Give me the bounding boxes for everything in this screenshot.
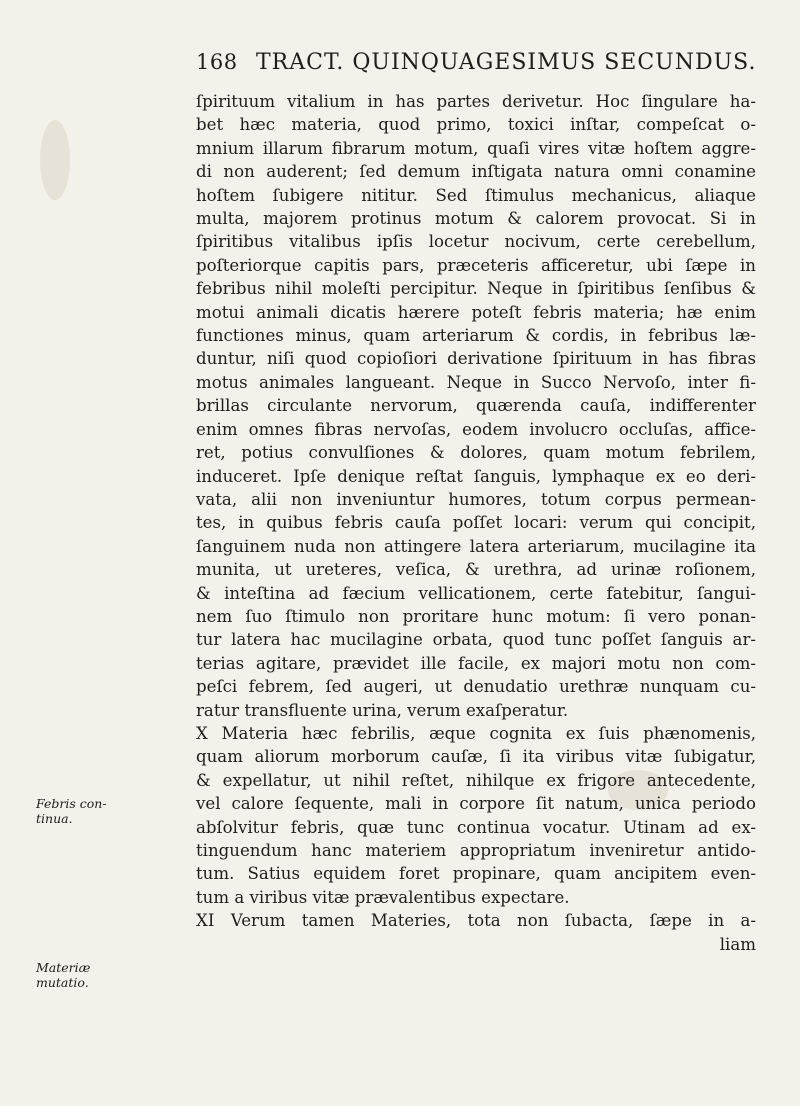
- text-line: ſpiritibus vitalibus ipſis locetur nocivum, certe cerebellum,: [196, 232, 756, 252]
- text-line: induceret. Ipſe denique reſtat ſanguis, lymphaque ex eo deri-: [196, 466, 756, 486]
- text-line: multa, majorem protinus motum & calorem provocat. Si in: [196, 209, 756, 229]
- text-line: motui animali dicatis hærere poteſt febris materia; hæ enim: [196, 302, 756, 322]
- running-head: TRACT. QUINQUAGESIMUS SECUNDUS.: [256, 50, 757, 75]
- text-line: vata, alii non inveniuntur humores, totum corpus permean-: [196, 489, 756, 509]
- margin-note-febris-continua: [36, 796, 107, 826]
- text-line: XI Verum tamen Materies, tota non ſubacta, ſæpe in a-: [196, 911, 756, 931]
- text-line: ratur transfluente urina, verum exaſperatur.: [196, 700, 569, 720]
- text-line: mnium illarum fibrarum motum, quaſi vires vitæ hoſtem aggre-: [196, 138, 756, 158]
- text-line: & expellatur, ut nihil reſtet, nihilque ex frigore antecedente,: [196, 770, 756, 790]
- text-line: ſanguinem nuda non attingere latera arteriarum, mucilagine ita: [196, 536, 756, 556]
- text-line: di non auderent; ſed demum inſtigata natura omni conamine: [196, 162, 756, 182]
- text-line: hoſtem ſubigere nititur. Sed ſtimulus mechanicus, aliaque: [196, 185, 756, 205]
- text-line: terias agitare, prævidet ille facile, ex majori motu non com-: [196, 653, 756, 673]
- text-line: peſci febrem, ſed augeri, ut denudatio urethræ nunquam cu-: [196, 677, 756, 697]
- text-line: quam aliorum morborum cauſæ, ſi ita viribus vitæ ſubigatur,: [196, 747, 756, 767]
- text-line: & inteſtina ad fæcium vellicationem, certe fatebitur, ſangui-: [196, 583, 756, 603]
- page-header: [0, 50, 800, 84]
- text-line: munita, ut ureteres, veſica, & urethra, ad urinæ roſionem,: [196, 560, 756, 580]
- text-line: febribus nihil moleſti percipitur. Neque in ſpiritibus ſenſibus &: [196, 279, 756, 299]
- text-line: nem ſuo ſtimulo non proritare hunc motum: ſi vero ponan-: [196, 606, 756, 626]
- text-line: tum. Satius equidem foret propinare, quam ancipitem even-: [196, 864, 756, 884]
- text-line: brillas circulante nervorum, quærenda cauſa, indifferenter: [196, 396, 756, 416]
- page-number: 168: [196, 50, 238, 74]
- text-line: tes, in quibus febris cauſa poſſet locari: verum qui concipit,: [196, 513, 756, 533]
- margin-note-line: Febris con-: [36, 796, 107, 811]
- text-line: ſpirituum vitalium in has partes derivetur. Hoc ſingulare ha-: [196, 92, 756, 111]
- margin-note-line: Materiæ: [36, 960, 91, 975]
- text-line: functiones minus, quam arteriarum & cordis, in febribus læ-: [196, 326, 756, 346]
- margin-note-line: mutatio.: [36, 975, 89, 990]
- text-line: tinguendum hanc materiem appropriatum inveniretur antido-: [196, 841, 756, 860]
- text-line: bet hæc materia, quod primo, toxici inſtar, compeſcat o-: [196, 115, 756, 135]
- margin-note-line: tinua.: [36, 811, 73, 826]
- margin-note-materiae-mutatio: [36, 960, 90, 990]
- paper-stain: [40, 120, 70, 200]
- text-line: motus animales langueant. Neque in Succo Nervoſo, inter fi-: [196, 372, 756, 392]
- text-line: abſolvitur febris, quæ tunc continua vocatur. Utinam ad ex-: [196, 817, 756, 837]
- text-line: vel calore ſequente, mali in corpore ſit natum, unica periodo: [196, 794, 756, 814]
- text-line: enim omnes fibras nervoſas, eodem involucro occluſas, affice-: [196, 419, 756, 439]
- text-line: duntur, niſi quod copioſiori derivatione ſpirituum in has fibras: [196, 349, 756, 369]
- text-line: X Materia hæc febrilis, æque cognita ex ſuis phænomenis,: [196, 723, 756, 743]
- text-line: poſteriorque capitis pars, præceteris afficeretur, ubi ſæpe in: [196, 255, 756, 275]
- body-text: [196, 90, 756, 956]
- text-line: tur latera hac mucilagine orbata, quod tunc poſſet ſanguis ar-: [196, 630, 756, 650]
- text-line: ret, potius convulſiones & dolores, quam motum febrilem,: [196, 443, 756, 463]
- catchword: liam: [719, 934, 756, 954]
- text-line: tum a viribus vitæ prævalentibus expectare.: [196, 887, 570, 907]
